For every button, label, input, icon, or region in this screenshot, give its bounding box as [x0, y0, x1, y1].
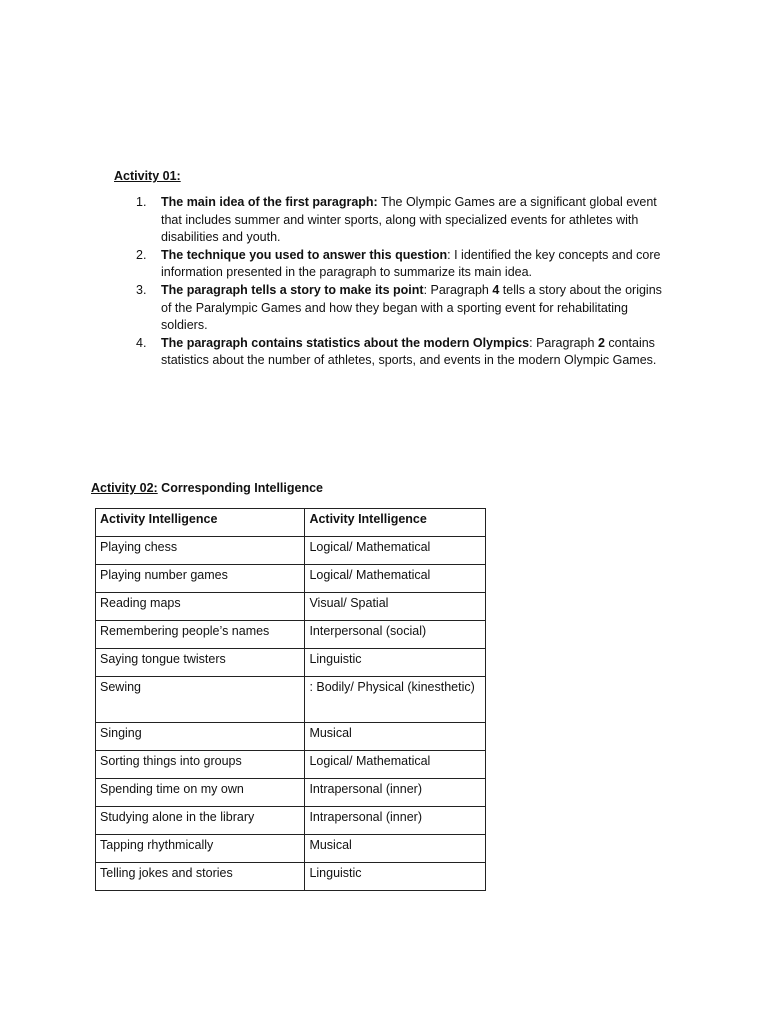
- activity-cell: Studying alone in the library: [96, 807, 305, 835]
- activity-02-heading: [91, 481, 323, 495]
- activity-cell: Reading maps: [96, 593, 305, 621]
- item-lead: The technique you used to answer this question: [161, 247, 448, 262]
- activity-cell: Playing chess: [96, 537, 305, 565]
- table-row: [96, 723, 486, 751]
- table-row: [96, 779, 486, 807]
- activity-cell: Sorting things into groups: [96, 751, 305, 779]
- table-row: [96, 835, 486, 863]
- activity-cell: Remembering people’s names: [96, 621, 305, 649]
- activity-cell: Sewing: [96, 677, 305, 723]
- list-item: [136, 282, 672, 335]
- activity-01-list: [136, 194, 672, 370]
- item-text: contains statistics about the number of athletes, sports, and events in the modern Olympic Games.: [161, 335, 657, 368]
- item-pre: : Paragraph: [529, 335, 598, 350]
- intelligence-cell: Intrapersonal (inner): [305, 779, 486, 807]
- activity-cell: Singing: [96, 723, 305, 751]
- paragraph-number: 4: [492, 282, 500, 297]
- list-number: 4.: [136, 335, 147, 350]
- activity-cell: Tapping rhythmically: [96, 835, 305, 863]
- list-number: 3.: [136, 282, 147, 297]
- intelligence-cell: Musical: [305, 835, 486, 863]
- item-text: : I identified the key concepts and core information presented in the paragraph to summarize its main idea.: [161, 247, 661, 280]
- table-row: [96, 677, 486, 723]
- table-header-row: [96, 509, 486, 537]
- activity-cell: Telling jokes and stories: [96, 863, 305, 891]
- table-row: [96, 565, 486, 593]
- list-number: 2.: [136, 247, 147, 262]
- intelligence-cell: Musical: [305, 723, 486, 751]
- list-item: [136, 194, 672, 247]
- intelligence-cell: Visual/ Spatial: [305, 593, 486, 621]
- activity-02-label: Activity 02:: [91, 481, 158, 495]
- intelligence-cell: Linguistic: [305, 863, 486, 891]
- list-number: 1.: [136, 195, 147, 209]
- item-lead: The paragraph tells a story to make its point: [161, 282, 424, 297]
- table-row: [96, 537, 486, 565]
- activity-cell: Spending time on my own: [96, 779, 305, 807]
- table-row: [96, 751, 486, 779]
- item-text: tells a story about the origins of the Paralympic Games and how they began with a sporting event for rehabilitating soldiers.: [161, 282, 662, 333]
- intelligence-cell: Logical/ Mathematical: [305, 751, 486, 779]
- activity-01-heading: Activity 01:: [114, 169, 181, 183]
- intelligence-cell: Logical/ Mathematical: [305, 537, 486, 565]
- list-item: [136, 335, 672, 370]
- activity-02-title: Corresponding Intelligence: [157, 481, 323, 495]
- item-lead: The main idea of the first paragraph:: [161, 195, 378, 209]
- table-row: [96, 649, 486, 677]
- intelligence-cell: : Bodily/ Physical (kinesthetic): [305, 677, 486, 723]
- table-row: [96, 863, 486, 891]
- intelligence-cell: Intrapersonal (inner): [305, 807, 486, 835]
- column-header: Activity Intelligence: [96, 509, 305, 537]
- intelligence-cell: Interpersonal (social): [305, 621, 486, 649]
- table-row: [96, 593, 486, 621]
- list-item: [136, 247, 672, 282]
- intelligence-table: [95, 508, 486, 891]
- activity-cell: Saying tongue twisters: [96, 649, 305, 677]
- item-lead: The paragraph contains statistics about the modern Olympics: [161, 335, 530, 350]
- table-row: [96, 807, 486, 835]
- activity-cell: Playing number games: [96, 565, 305, 593]
- table-row: [96, 621, 486, 649]
- intelligence-cell: Logical/ Mathematical: [305, 565, 486, 593]
- item-pre: : Paragraph: [423, 282, 493, 297]
- intelligence-cell: Linguistic: [305, 649, 486, 677]
- paragraph-number: 2: [597, 335, 605, 350]
- column-header: Activity Intelligence: [305, 509, 486, 537]
- item-text: The Olympic Games are a significant global event that includes summer and winter sports, along with specialized events for athletes with disabilities and youth.: [161, 195, 657, 245]
